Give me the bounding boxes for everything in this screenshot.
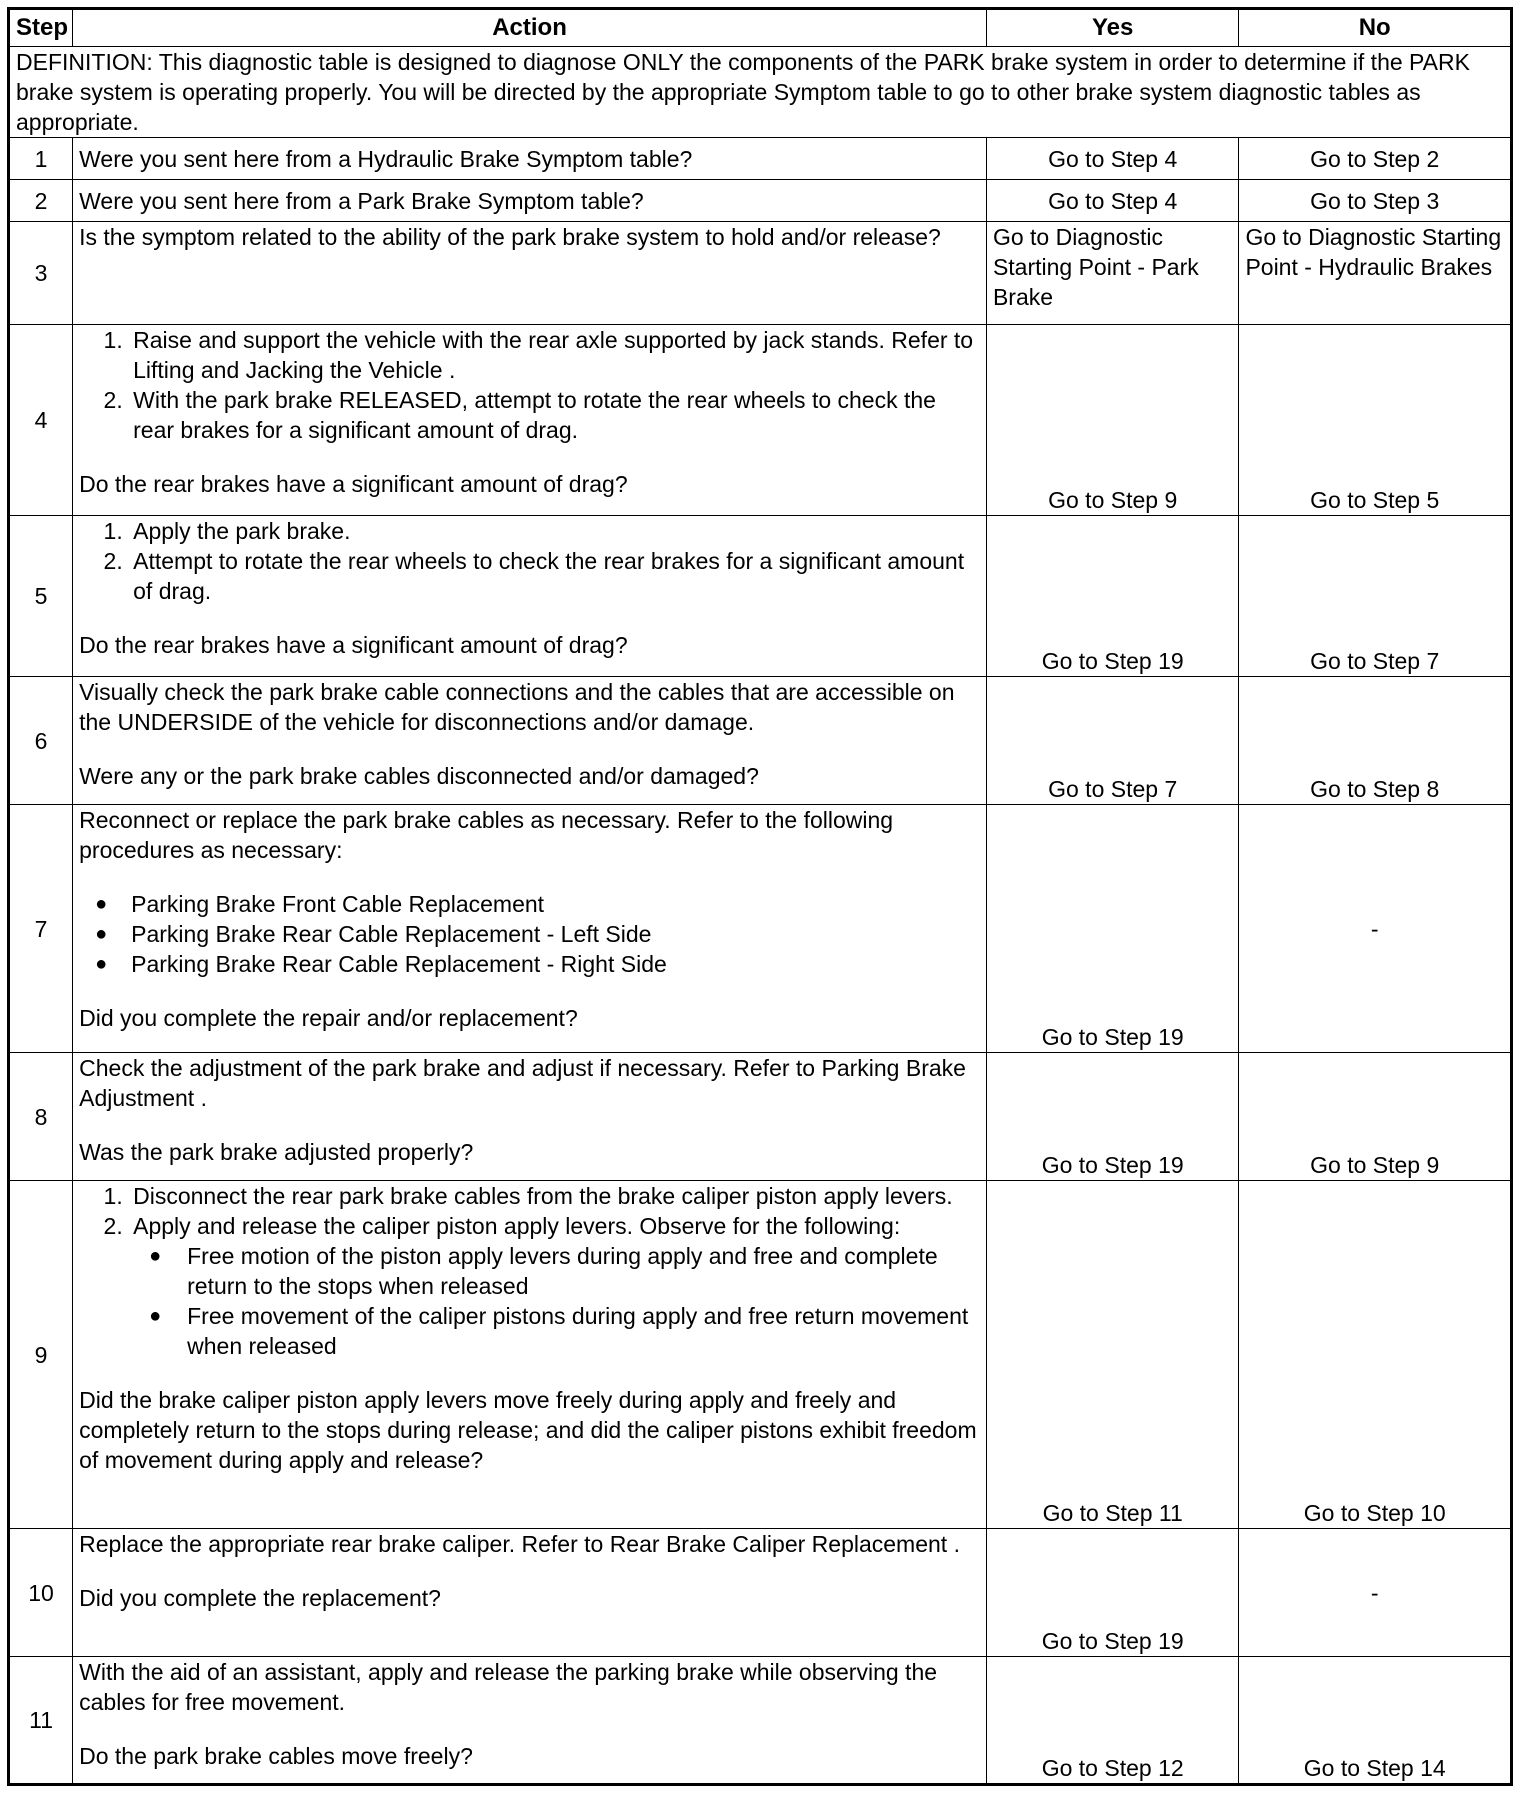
- action-cell: [73, 325, 987, 516]
- action-question: Did you complete the repair and/or replacement?: [79, 1005, 578, 1031]
- action-question: Was the park brake adjusted properly?: [79, 1139, 474, 1165]
- action-question: Do the rear brakes have a significant amount of drag?: [79, 632, 628, 658]
- yes-cell: Go to Step 19: [986, 1053, 1239, 1181]
- list-item: ● Parking Brake Rear Cable Replacement - Left Side: [129, 919, 980, 949]
- table-row: [9, 677, 1512, 805]
- action-question: Did the brake caliper piston apply levers move freely during apply and freely and completely return to the stops during release; and did the caliper pistons exhibit freedom of movement during apply and release?: [79, 1387, 977, 1473]
- no-cell: Go to Step 14: [1239, 1657, 1512, 1785]
- step-number: 9: [9, 1181, 73, 1529]
- yes-cell: Go to Step 11: [986, 1181, 1239, 1529]
- header-row: [9, 9, 1512, 47]
- action-question: Were you sent here from a Hydraulic Brake Symptom table?: [73, 138, 987, 180]
- step-number: 11: [9, 1657, 73, 1785]
- no-cell: -: [1239, 805, 1512, 1053]
- sub-list-item: ● Free motion of the piston apply levers during apply and free and complete return to the stops when released: [183, 1241, 980, 1301]
- action-instruction: Visually check the park brake cable connections and the cables that are accessible on the UNDERSIDE of the vehicle for disconnections and/or damage.: [79, 679, 955, 735]
- list-item: ● Parking Brake Front Cable Replacement: [129, 889, 980, 919]
- yes-cell: Go to Step 9: [986, 325, 1239, 516]
- action-cell: [73, 1529, 987, 1657]
- sub-bullets: [133, 1241, 980, 1361]
- action-cell: [73, 1181, 987, 1529]
- procedure-list: [79, 516, 980, 606]
- action-cell: [73, 677, 987, 805]
- action-question: Is the symptom related to the ability of the park brake system to hold and/or release?: [73, 222, 987, 325]
- step-number: 1: [9, 138, 73, 180]
- no-cell: -: [1239, 1529, 1512, 1657]
- list-item: 2. With the park brake RELEASED, attempt to rotate the rear wheels to check the rear brakes for a significant amount of drag.: [129, 385, 980, 445]
- no-cell: Go to Step 7: [1239, 516, 1512, 677]
- definition-row: [9, 47, 1512, 138]
- action-cell: [73, 1053, 987, 1181]
- diagnostic-table: [7, 7, 1513, 1786]
- yes-cell: Go to Step 12: [986, 1657, 1239, 1785]
- no-cell: Go to Step 5: [1239, 325, 1512, 516]
- no-cell: Go to Step 2: [1239, 138, 1512, 180]
- action-instruction: Replace the appropriate rear brake caliper. Refer to Rear Brake Caliper Replacement .: [79, 1531, 960, 1557]
- list-item-text: Apply and release the caliper piston apply levers. Observe for the following:: [133, 1213, 901, 1239]
- no-cell: Go to Diagnostic Starting Point - Hydraulic Brakes: [1239, 222, 1512, 325]
- procedure-list: [79, 325, 980, 445]
- action-instruction: Reconnect or replace the park brake cables as necessary. Refer to the following procedures as necessary:: [79, 807, 894, 863]
- list-item: 2. Attempt to rotate the rear wheels to check the rear brakes for a significant amount of drag.: [129, 546, 980, 606]
- action-cell: [73, 805, 987, 1053]
- table-row: [9, 1529, 1512, 1657]
- table-row: [9, 516, 1512, 677]
- action-question: Were any or the park brake cables disconnected and/or damaged?: [79, 763, 759, 789]
- step-number: 4: [9, 325, 73, 516]
- procedure-bullets: [79, 889, 980, 979]
- table-row: [9, 325, 1512, 516]
- action-question: Were you sent here from a Park Brake Symptom table?: [73, 180, 987, 222]
- yes-cell: Go to Step 7: [986, 677, 1239, 805]
- table-row: [9, 180, 1512, 222]
- table-row: [9, 805, 1512, 1053]
- yes-cell: Go to Step 19: [986, 516, 1239, 677]
- list-item: 1. Apply the park brake.: [129, 516, 980, 546]
- action-instruction: Check the adjustment of the park brake and adjust if necessary. Refer to Parking Brake Adjustment .: [79, 1055, 966, 1111]
- action-question: Did you complete the replacement?: [79, 1585, 441, 1611]
- table-row: [9, 1657, 1512, 1785]
- step-number: 2: [9, 180, 73, 222]
- sub-list-item: ● Free movement of the caliper pistons during apply and free return movement when released: [183, 1301, 980, 1361]
- definition-text: DEFINITION: This diagnostic table is designed to diagnose ONLY the components of the PARK brake system in order to determine if the PARK brake system is operating properly. You will be directed by the appropriate Symptom table to go to other brake system diagnostic tables as appropriate.: [9, 47, 1512, 138]
- list-item: ● Parking Brake Rear Cable Replacement - Right Side: [129, 949, 980, 979]
- table-row: [9, 222, 1512, 325]
- table-row: [9, 138, 1512, 180]
- yes-cell: Go to Step 4: [986, 138, 1239, 180]
- yes-cell: Go to Step 19: [986, 1529, 1239, 1657]
- step-number: 3: [9, 222, 73, 325]
- yes-cell: Go to Step 4: [986, 180, 1239, 222]
- yes-cell: Go to Diagnostic Starting Point - Park Brake: [986, 222, 1239, 325]
- action-cell: [73, 516, 987, 677]
- step-number: 6: [9, 677, 73, 805]
- no-cell: Go to Step 10: [1239, 1181, 1512, 1529]
- step-number: 5: [9, 516, 73, 677]
- action-question: Do the park brake cables move freely?: [79, 1743, 473, 1769]
- step-number: 10: [9, 1529, 73, 1657]
- action-question: Do the rear brakes have a significant amount of drag?: [79, 471, 628, 497]
- table-row: [9, 1053, 1512, 1181]
- step-number: 7: [9, 805, 73, 1053]
- yes-header: Yes: [986, 9, 1239, 47]
- yes-cell: Go to Step 19: [986, 805, 1239, 1053]
- action-header: Action: [73, 9, 987, 47]
- list-item: 1. Raise and support the vehicle with the rear axle supported by jack stands. Refer to Lifting and Jacking the Vehicle .: [129, 325, 980, 385]
- table-row: [9, 1181, 1512, 1529]
- action-instruction: With the aid of an assistant, apply and release the parking brake while observing the cables for free movement.: [79, 1659, 938, 1715]
- no-cell: Go to Step 9: [1239, 1053, 1512, 1181]
- no-header: No: [1239, 9, 1512, 47]
- list-item: 1. Disconnect the rear park brake cables from the brake caliper piston apply levers.: [129, 1181, 980, 1211]
- no-cell: Go to Step 3: [1239, 180, 1512, 222]
- action-cell: [73, 1657, 987, 1785]
- list-item: [129, 1211, 980, 1361]
- procedure-list: [79, 1181, 980, 1361]
- no-cell: Go to Step 8: [1239, 677, 1512, 805]
- step-number: 8: [9, 1053, 73, 1181]
- step-header: Step: [9, 9, 73, 47]
